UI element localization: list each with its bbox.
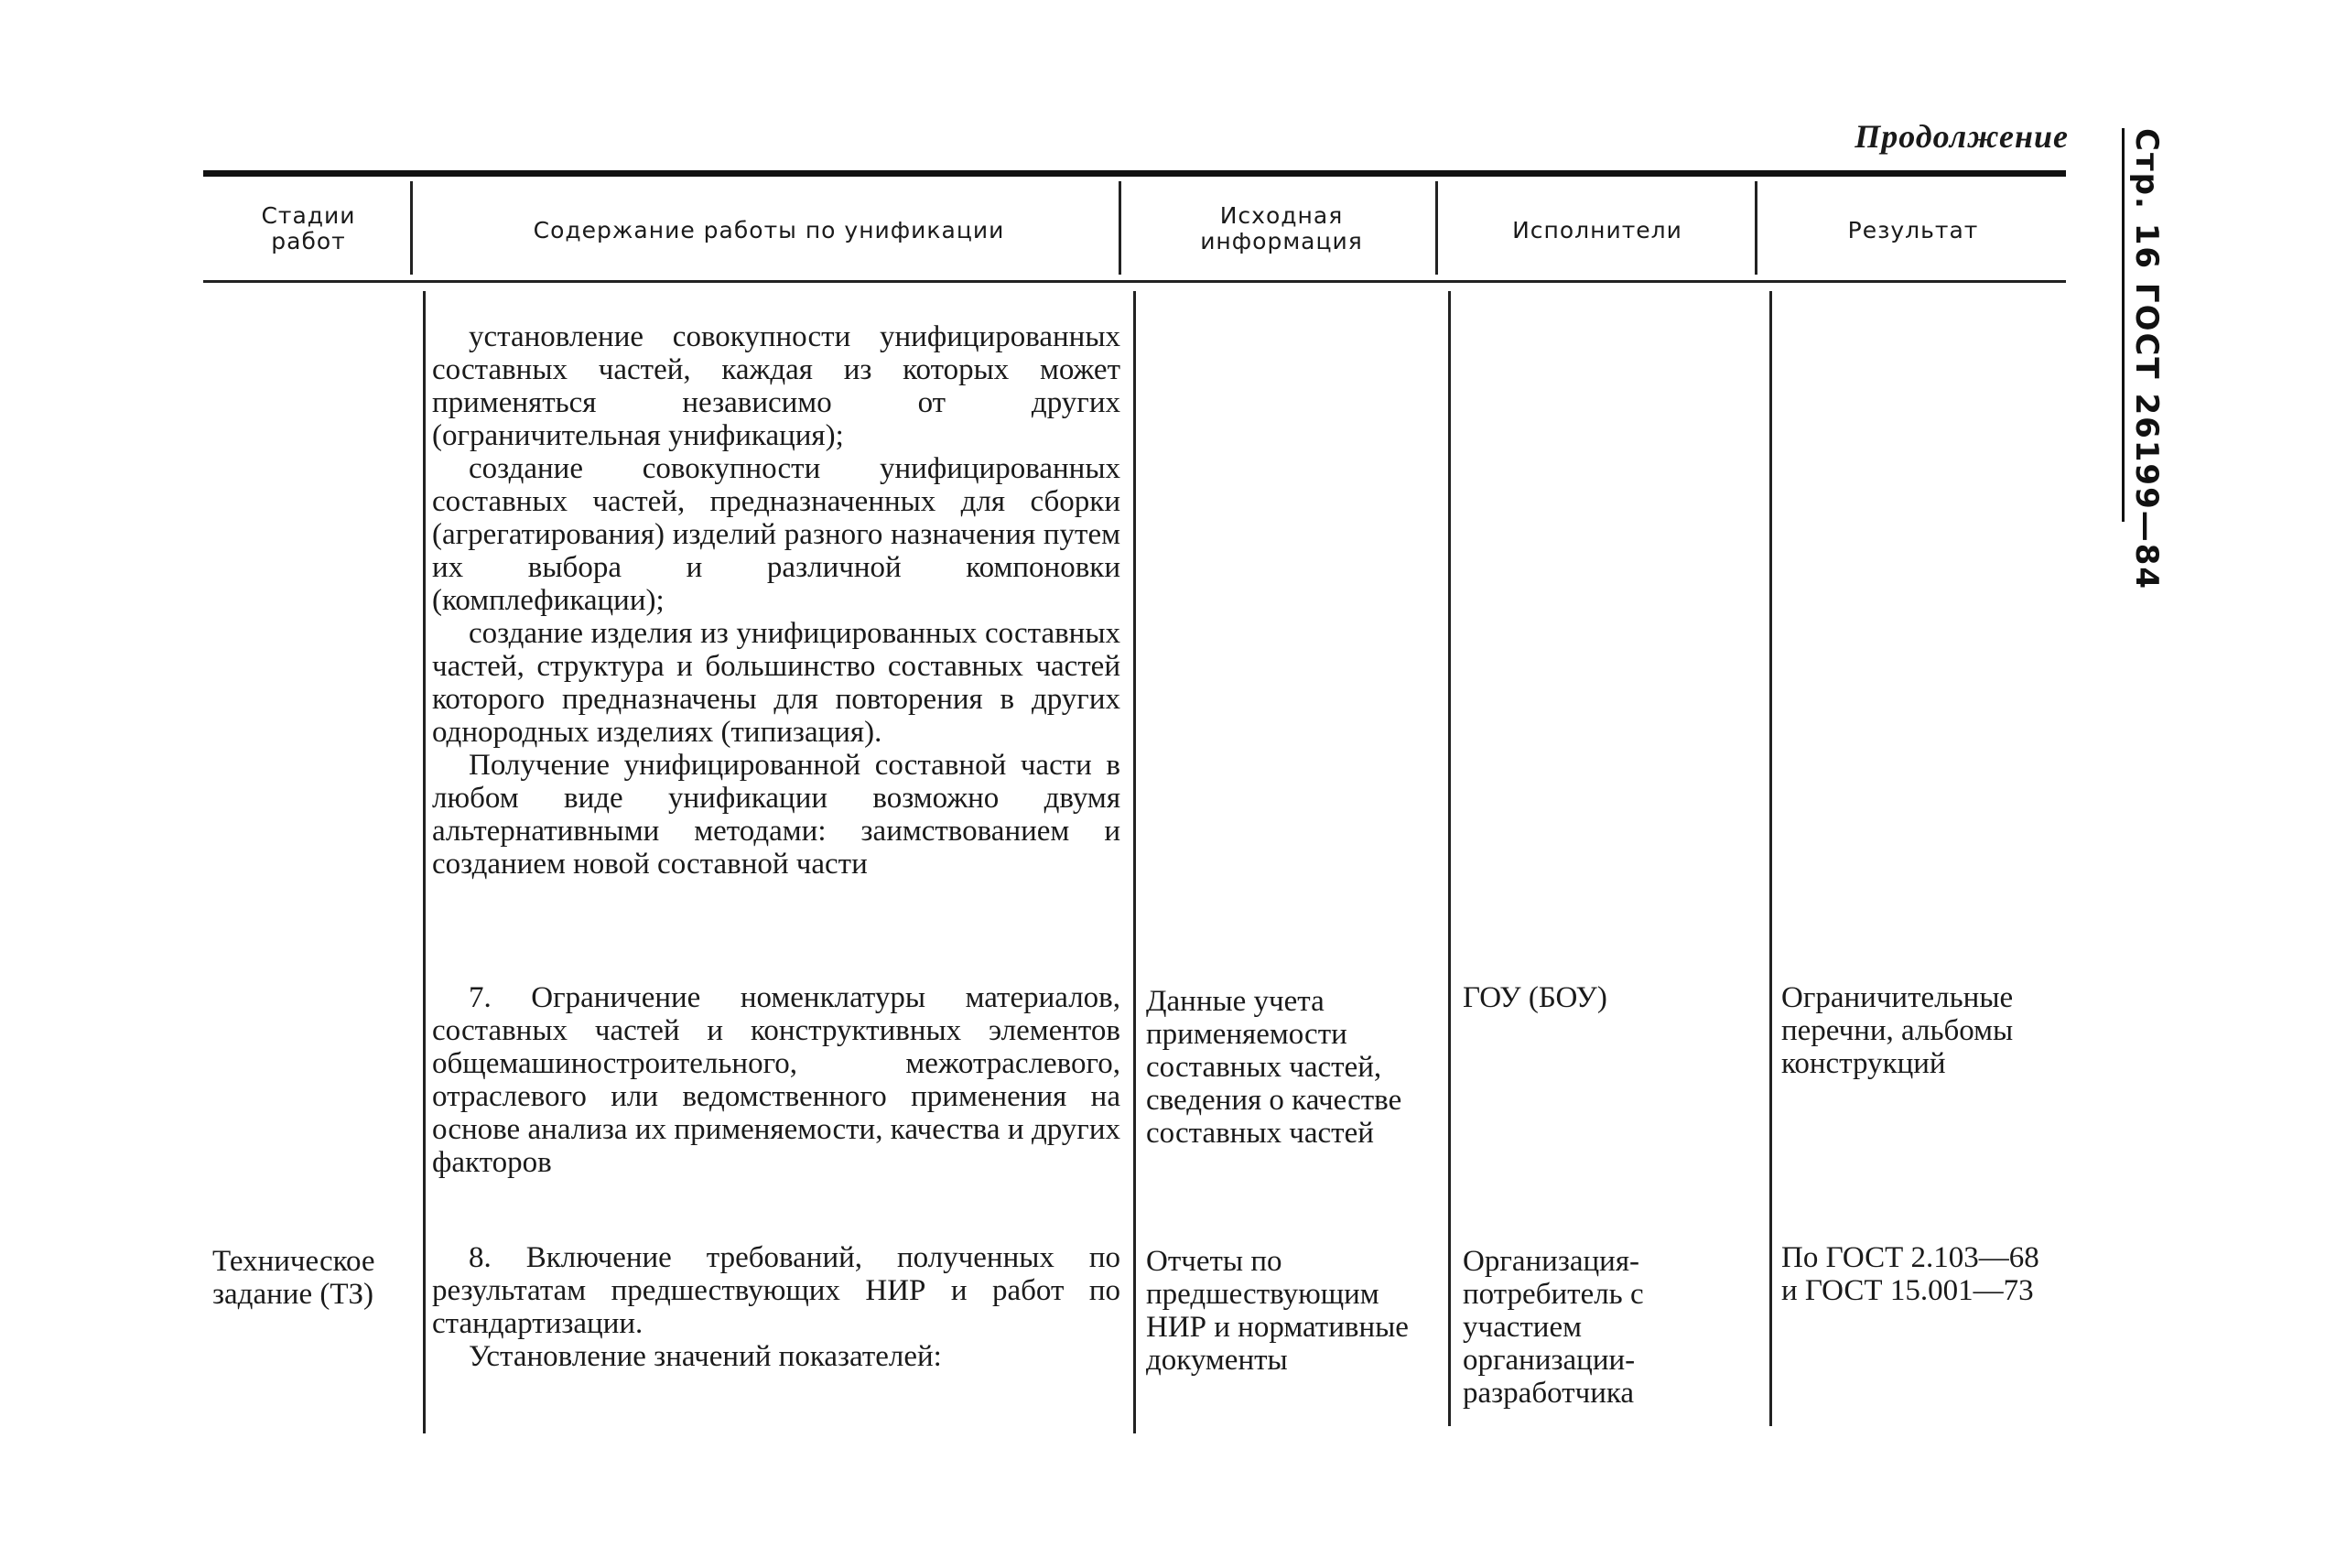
row3-content-para-1: 8. Включение требований, полученных по результатам предшествующих НИР и работ по стандартизации. — [432, 1241, 1120, 1340]
row2-content-para-1: 7. Ограничение номенклатуры материалов, составных частей и конструктивных элементов общемашиностроительного, межотраслевого, отраслевого или ведомственного применения на основе анализа их применяемости, качества и других факторов — [432, 981, 1120, 1179]
table-header-bottom-rule — [203, 280, 2066, 283]
header-executors: Исполнители — [1512, 217, 1682, 243]
row3-source: Отчеты по предшествующим НИР и нормативные документы — [1146, 1245, 1409, 1377]
body-separator-4 — [1769, 291, 1772, 1426]
side-page-label — [2128, 128, 2165, 591]
body-separator-1 — [423, 291, 426, 1433]
continuation-label: Продолжение — [1855, 118, 2069, 155]
row1-content-para-3: создание изделия из унифицированных составных частей, структура и большинство составных частей которого предназначены для повторения в других однородных изделиях (типизация). — [432, 617, 1120, 749]
row1-content — [432, 320, 1120, 881]
row1-content-para-1: установление совокупности унифицированных составных частей, каждая из которых может применяться независимо от других (ограничительная унификация); — [432, 320, 1120, 452]
row2-result: Ограничительные перечни, альбомы конструкций — [1781, 981, 2014, 1080]
row2-source: Данные учета применяемости составных частей, сведения о качестве составных частей — [1146, 985, 1402, 1150]
header-content: Содержание работы по унификации — [533, 217, 1005, 243]
side-page-label-text: Стр. 16 ГОСТ 26199—84 — [2128, 128, 2165, 591]
row1-content-para-4: Получение унифицированной составной части в любом виде унификации возможно двумя альтернативными методами: заимствованием и созданием новой составной части — [432, 749, 1120, 881]
header-source: Исходная информация — [1200, 202, 1363, 254]
row2-executors: ГОУ (БОУ) — [1463, 981, 1607, 1014]
row1-content-para-2: создание совокупности унифицированных составных частей, предназначенных для сборки (агрегатирования) изделий разного назначения путем их выбора и различной компоновки (комплефикации); — [432, 452, 1120, 617]
header-separator-1 — [410, 181, 413, 275]
header-separator-3 — [1435, 181, 1438, 275]
table-top-rule — [203, 170, 2066, 177]
header-separator-4 — [1755, 181, 1757, 275]
row3-executors: Организация-потребитель с участием организации-разработчика — [1463, 1245, 1644, 1410]
row2-content — [432, 981, 1120, 1179]
header-result: Результат — [1847, 217, 1979, 243]
row3-result: По ГОСТ 2.103—68 и ГОСТ 15.001—73 — [1781, 1241, 2039, 1307]
header-stage: Стадии работ — [261, 202, 356, 254]
row3-content-para-2: Установление значений показателей: — [469, 1340, 942, 1373]
header-separator-2 — [1119, 181, 1121, 275]
body-separator-2 — [1133, 291, 1136, 1433]
body-separator-3 — [1448, 291, 1451, 1426]
side-label-rule — [2122, 128, 2125, 522]
row3-content — [432, 1241, 1120, 1373]
row3-stage: Техническое задание (ТЗ) — [212, 1245, 375, 1311]
